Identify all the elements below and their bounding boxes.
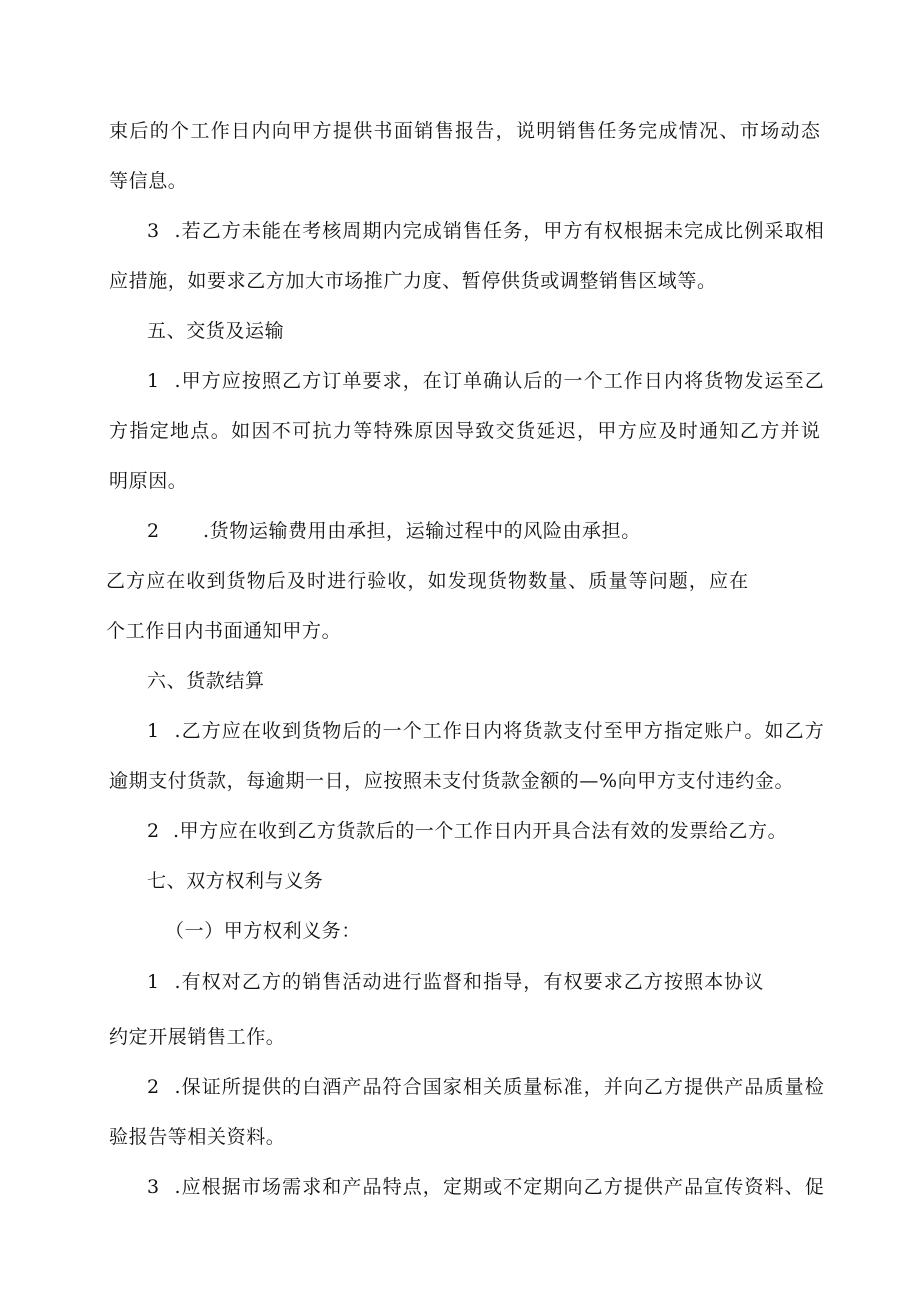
paragraph-line: 乙方应在收到货物后及时进行验收，如发现货物数量、质量等问题，应在 bbox=[106, 570, 750, 592]
paragraph-line: 3 .若乙方未能在考核周期内完成销售任务，甲方有权根据未完成比例采取相 bbox=[147, 220, 825, 242]
paragraph-line: 明原因。 bbox=[109, 470, 188, 492]
paragraph-line: 逾期支付货款，每逾期一日，应按照未支付货款金额的—%向甲方支付违约金。 bbox=[109, 770, 795, 792]
paragraph-line: 1 .有权对乙方的销售活动进行监督和指导，有权要求乙方按照本协议 bbox=[147, 971, 765, 993]
paragraph-line: 约定开展销售工作。 bbox=[109, 1026, 286, 1048]
subsection-heading: （一）甲方权利义务： bbox=[165, 920, 362, 942]
section-heading: 六、货款结算 bbox=[147, 670, 265, 692]
paragraph-line: 验报告等相关资料。 bbox=[109, 1126, 286, 1148]
section-heading: 五、交货及运输 bbox=[147, 320, 285, 342]
paragraph-line: 等信息。 bbox=[109, 170, 188, 192]
paragraph-line: 2 .甲方应在收到乙方货款后的一个工作日内开具合法有效的发票给乙方。 bbox=[147, 820, 788, 842]
paragraph-line: 1 .甲方应按照乙方订单要求，在订单确认后的一个工作日内将货物发运至乙 bbox=[147, 370, 825, 392]
paragraph-line: 个工作日内书面通知甲方。 bbox=[106, 620, 342, 642]
paragraph-line: 应措施，如要求乙方加大市场推广力度、暂停供货或调整销售区域等。 bbox=[109, 270, 717, 292]
paragraph-line: .货物运输费用由承担，运输过程中的风险由承担。 bbox=[203, 520, 641, 542]
list-number: 2 bbox=[147, 520, 160, 542]
paragraph-line: 3 .应根据市场需求和产品特点，定期或不定期向乙方提供产品宣传资料、促 bbox=[147, 1176, 825, 1198]
paragraph-line: 方指定地点。如因不可抗力等特殊原因导致交货延迟，甲方应及时通知乙方并说 bbox=[109, 420, 822, 442]
paragraph-line: 2 .保证所提供的白酒产品符合国家相关质量标准，并向乙方提供产品质量检 bbox=[147, 1076, 825, 1098]
paragraph-line: 1 .乙方应在收到货物后的一个工作日内将货款支付至甲方指定账户。如乙方 bbox=[147, 720, 825, 742]
paragraph-line: 束后的个工作日内向甲方提供书面销售报告，说明销售任务完成情况、市场动态 bbox=[109, 120, 822, 142]
section-heading: 七、双方权利与义务 bbox=[147, 870, 324, 892]
